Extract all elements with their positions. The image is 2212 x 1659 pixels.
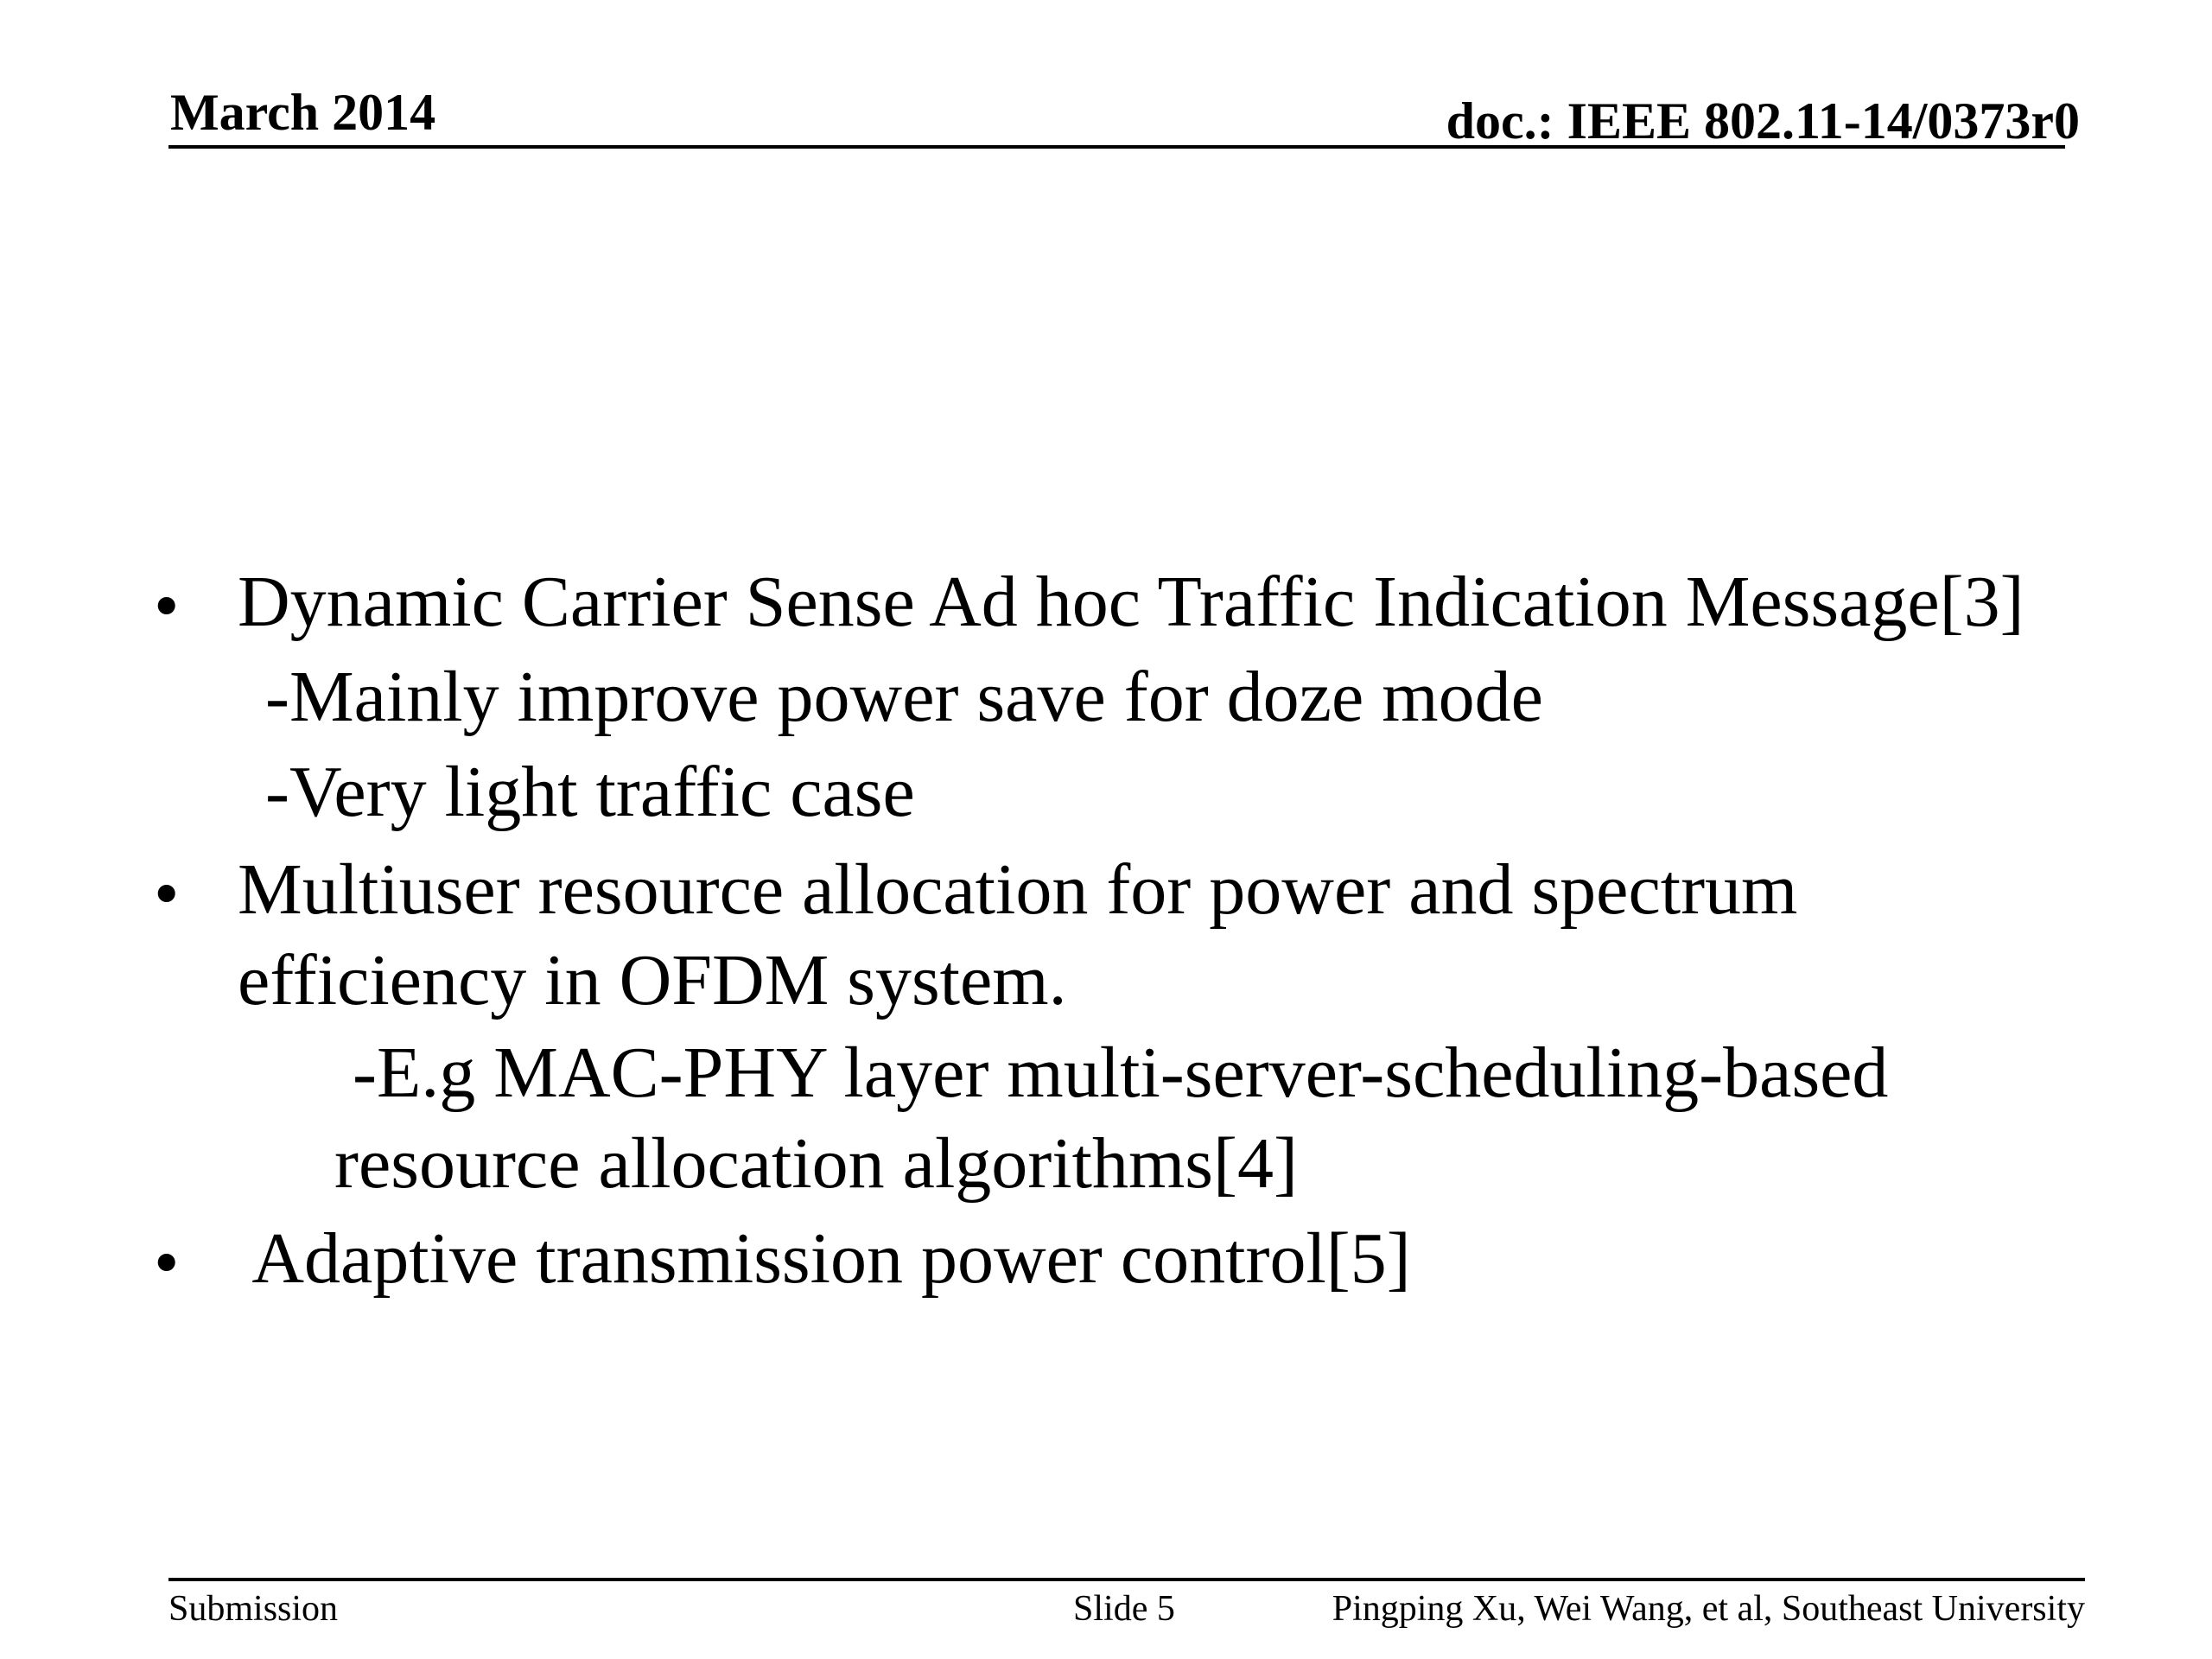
bullet-marker: • — [154, 854, 180, 934]
bullet-marker: • — [154, 1223, 180, 1303]
footer-authors: Pingping Xu, Wei Wang, et al, Southeast University — [1332, 1589, 2085, 1629]
sub-item-light-traffic: -Very light traffic case — [265, 752, 915, 832]
footer-submission: Submission — [168, 1589, 339, 1629]
sub-item-power-save: -Mainly improve power save for doze mode — [265, 657, 1543, 737]
footer-slide-number: Slide 5 — [1073, 1589, 1175, 1629]
bullet-text-multiuser-line-2: efficiency in OFDM system. — [238, 940, 1067, 1020]
bullet-marker: • — [154, 566, 180, 646]
sub-item-mac-phy-line-1: -E.g MAC-PHY layer multi-server-scheduling-based — [353, 1033, 1889, 1113]
footer-divider — [168, 1578, 2085, 1581]
bullet-text-dynamic-carrier-sense: Dynamic Carrier Sense Ad hoc Traffic Indication Message[3] — [238, 562, 2024, 642]
header-date: March 2014 — [170, 84, 436, 141]
bullet-text-adaptive-power: Adaptive transmission power control[5] — [238, 1218, 1411, 1299]
header-doc-id: doc.: IEEE 802.11-14/0373r0 — [1446, 92, 2080, 149]
bullet-text-multiuser-line-1: Multiuser resource allocation for power and spectrum — [238, 849, 1798, 930]
sub-item-mac-phy-line-2: resource allocation algorithms[4] — [334, 1123, 1298, 1204]
